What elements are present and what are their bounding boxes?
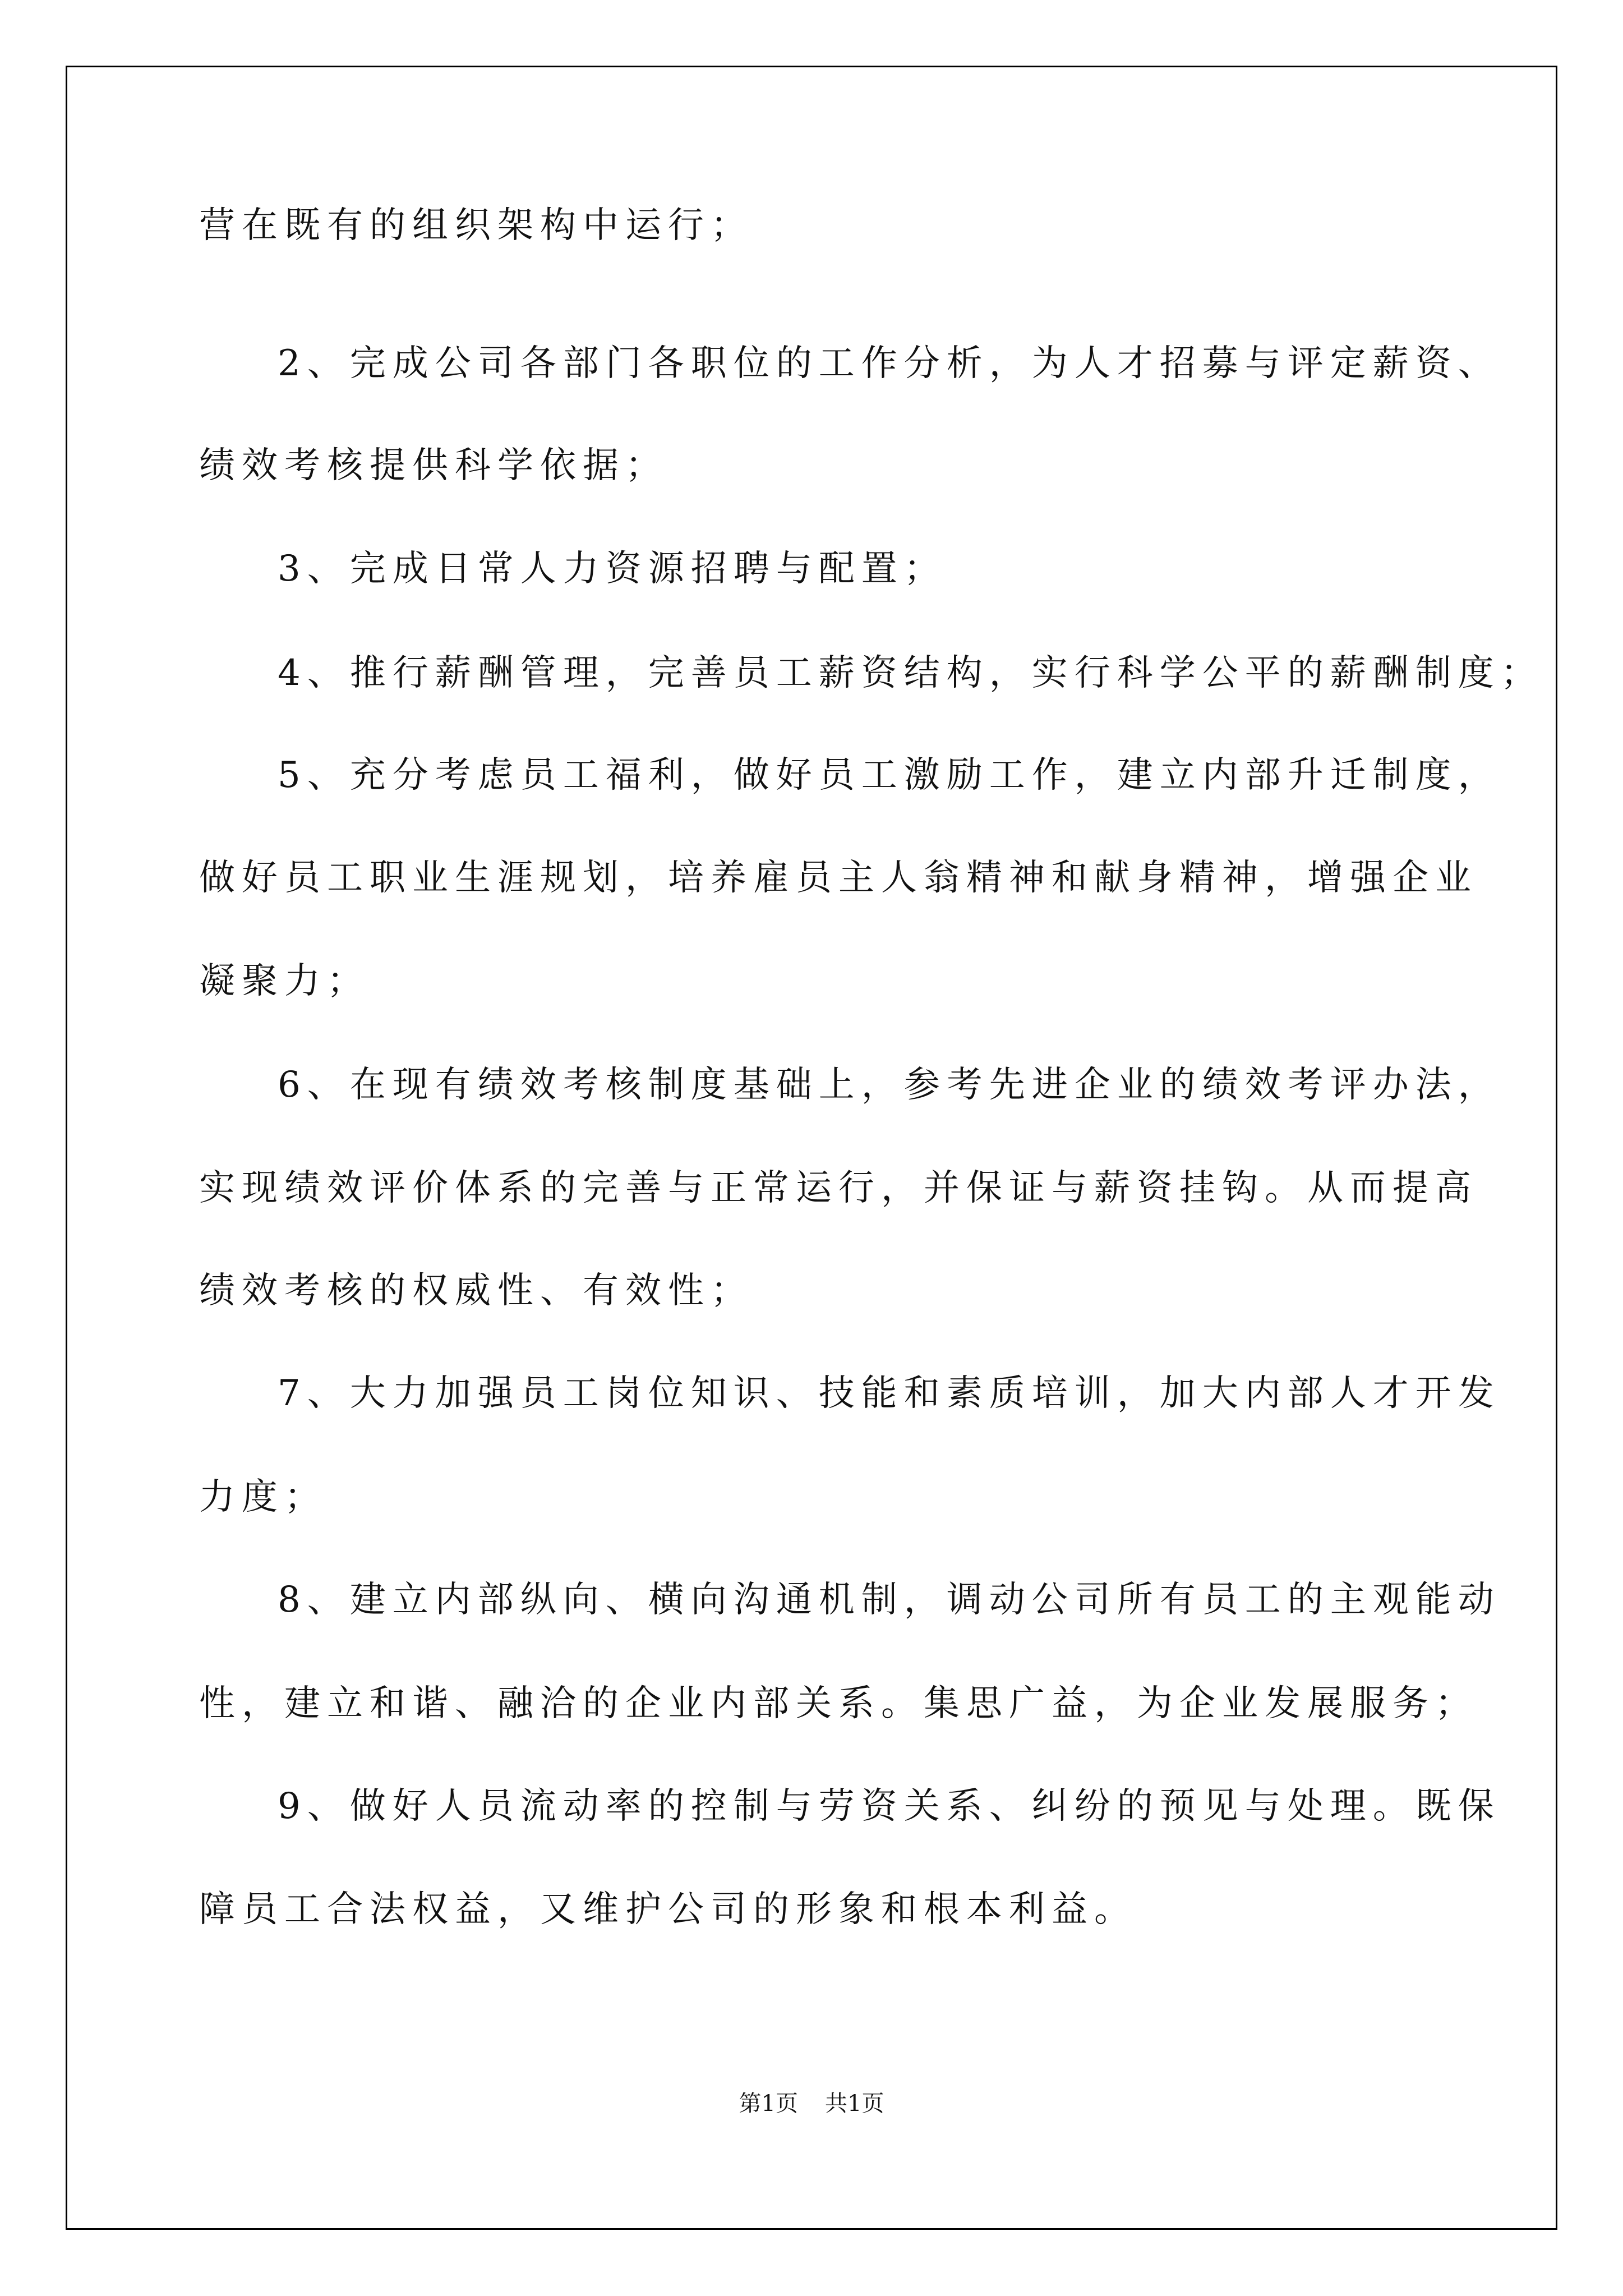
- text-line: 8、建立内部纵向、横向沟通机制，调动公司所有员工的主观能动: [278, 1579, 1501, 1621]
- text-line: 绩效考核提供科学依据；: [199, 445, 668, 486]
- page-number: 第1页: [739, 2091, 798, 2116]
- text-line: 做好员工职业生涯规划，培养雇员主人翁精神和献身精神，增强企业: [199, 857, 1478, 899]
- page-footer: [0, 2086, 1623, 2118]
- text-line: 2、完成公司各部门各职位的工作分析，为人才招募与评定薪资、: [278, 343, 1501, 384]
- text-line: 4、推行薪酬管理，完善员工薪资结构，实行科学公平的薪酬制度；: [278, 652, 1543, 694]
- text-line: 绩效考核的权威性、有效性；: [199, 1270, 753, 1312]
- text-line: 凝聚力；: [199, 960, 370, 1002]
- text-line: 9、做好人员流动率的控制与劳资关系、纠纷的预见与处理。既保: [278, 1786, 1501, 1827]
- text-line: 3、完成日常人力资源招聘与配置；: [278, 548, 947, 590]
- text-line: 性，建立和谐、融洽的企业内部关系。集思广益，为企业发展服务；: [199, 1683, 1478, 1724]
- text-line: 7、大力加强员工岗位知识、技能和素质培训，加大内部人才开发: [278, 1373, 1501, 1414]
- text-line: 6、在现有绩效考核制度基础上，参考先进企业的绩效考评办法，: [278, 1064, 1501, 1106]
- text-line: 实现绩效评价体系的完善与正常运行，并保证与薪资挂钩。从而提高: [199, 1167, 1478, 1209]
- text-line: 5、充分考虑员工福利，做好员工激励工作，建立内部升迁制度，: [278, 754, 1501, 796]
- text-line: 力度；: [199, 1476, 327, 1518]
- text-line: 障员工合法权益，又维护公司的形象和根本利益。: [199, 1889, 1137, 1930]
- text-line: 营在既有的组织架构中运行；: [199, 205, 753, 246]
- page-total: 共1页: [825, 2091, 884, 2116]
